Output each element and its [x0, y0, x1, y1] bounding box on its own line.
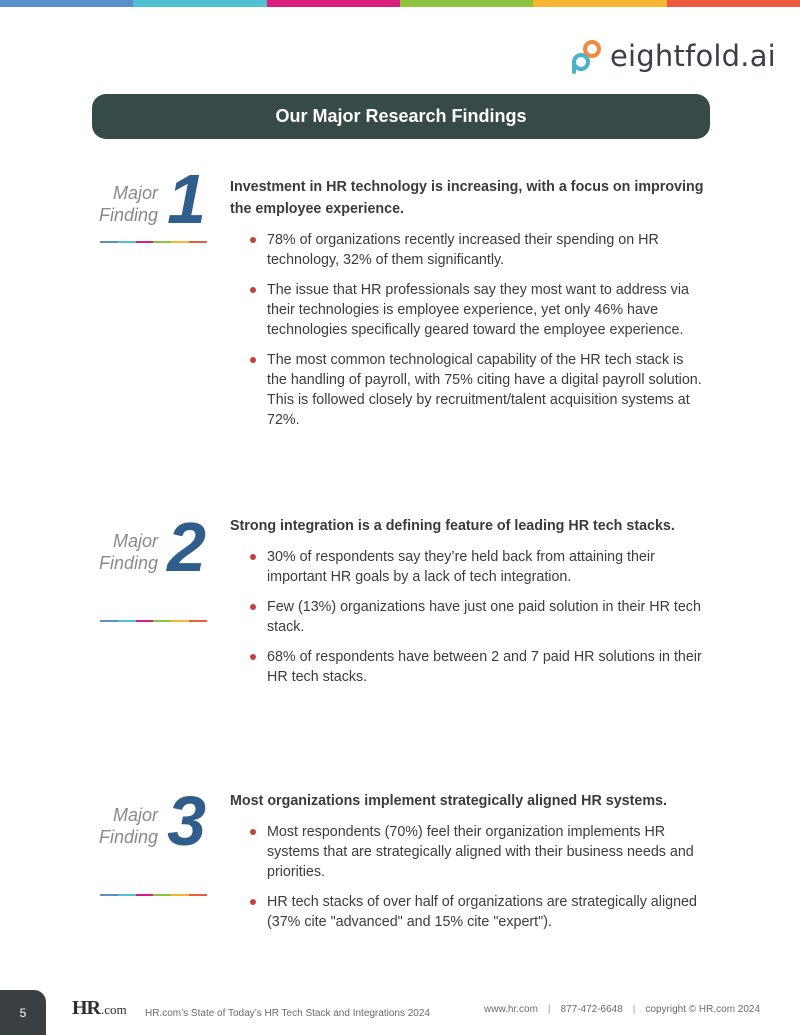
footer-separator: | — [632, 1004, 636, 1015]
page-title-banner — [92, 94, 710, 139]
hr-logo-suffix: .com — [101, 1002, 127, 1017]
list-item: HR tech stacks of over half of organizations are strategically aligned (37% cite "advanced" and 15% cite "expert"). — [252, 892, 705, 932]
eightfold-logo-icon — [570, 38, 604, 74]
eightfold-logo — [570, 38, 776, 74]
footer-report-title: HR.com’s State of Today’s HR Tech Stack and Integrations 2024 — [145, 1008, 430, 1019]
finding-label-word-finding: Finding — [98, 205, 158, 225]
finding-section-1 — [230, 176, 705, 440]
page-title: Our Major Research Findings — [275, 106, 527, 126]
footer-contact — [484, 1004, 760, 1015]
finding-label-word-finding: Finding — [98, 553, 158, 573]
finding-section-2 — [230, 515, 705, 697]
finding-divider-3 — [100, 894, 207, 896]
hr-com-logo — [72, 997, 127, 1020]
finding-number: 3 — [167, 782, 206, 860]
page-number-tab — [0, 990, 46, 1035]
top-color-bar — [0, 0, 800, 7]
finding-number: 2 — [167, 508, 206, 586]
finding-divider-1 — [100, 241, 207, 243]
finding-bullet-list — [252, 230, 705, 430]
page-number: 5 — [19, 1005, 27, 1020]
hr-logo-main: HR — [72, 997, 100, 1019]
list-item: 68% of respondents have between 2 and 7 paid HR solutions in their HR tech stacks. — [252, 647, 705, 687]
footer-website-link[interactable]: www.hr.com — [484, 1004, 538, 1015]
color-segment — [133, 0, 266, 7]
list-item: Most respondents (70%) feel their organization implements HR systems that are strategically aligned with their business needs and priorities. — [252, 822, 705, 882]
finding-label-word-finding: Finding — [98, 827, 158, 847]
list-item: 30% of respondents say they’re held back from attaining their important HR goals by a lack of tech integration. — [252, 547, 705, 587]
footer-phone: 877-472-6648 — [560, 1004, 623, 1015]
color-segment — [667, 0, 800, 7]
list-item: 78% of organizations recently increased their spending on HR technology, 32% of them significantly. — [252, 230, 705, 270]
finding-heading: Strong integration is a defining feature of leading HR tech stacks. — [230, 518, 675, 534]
finding-heading: Most organizations implement strategically aligned HR systems. — [230, 793, 667, 809]
finding-label-word-major: Major — [112, 183, 158, 203]
finding-section-3 — [230, 790, 705, 942]
finding-heading: Investment in HR technology is increasing, with a focus on improving the employee experience. — [230, 179, 704, 217]
page-footer — [0, 985, 800, 1035]
finding-label-2 — [92, 508, 210, 590]
finding-bullet-list — [252, 822, 705, 932]
list-item: The most common technological capability of the HR tech stack is the handling of payroll, with 75% citing have a digital payroll solution. This is followed closely by recruitment/talent acquisition systems at 72%. — [252, 350, 705, 430]
logo-text: eightfold.ai — [610, 39, 776, 73]
color-segment — [533, 0, 666, 7]
list-item: Few (13%) organizations have just one paid solution in their HR tech stack. — [252, 597, 705, 637]
finding-label-word-major: Major — [112, 805, 158, 825]
footer-separator: | — [547, 1004, 551, 1015]
finding-divider-2 — [100, 620, 207, 622]
color-segment — [400, 0, 533, 7]
footer-copyright: copyright © HR.com 2024 — [645, 1004, 761, 1015]
finding-label-word-major: Major — [112, 531, 158, 551]
list-item: The issue that HR professionals say they most want to address via their technologies is employee experience, yet only 46% have technologies specifically geared toward the employee experience. — [252, 280, 705, 340]
color-segment — [0, 0, 133, 7]
finding-label-3 — [92, 782, 210, 864]
finding-number: 1 — [167, 160, 206, 238]
finding-label-1 — [92, 160, 210, 242]
color-segment — [267, 0, 400, 7]
finding-bullet-list — [252, 547, 705, 687]
